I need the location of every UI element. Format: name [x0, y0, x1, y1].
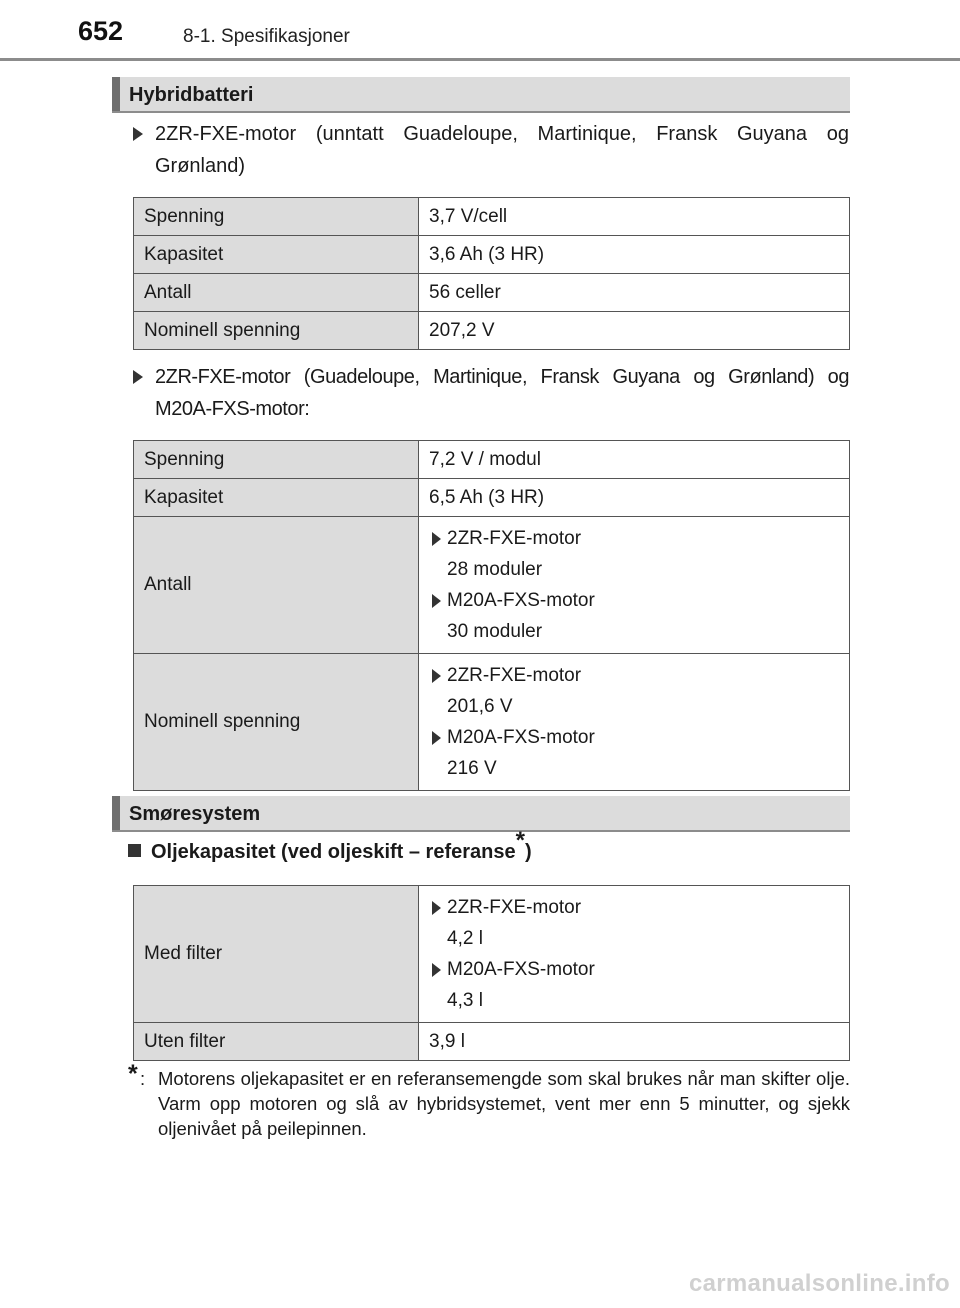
bullet-2zr-regions-and-m20a: [133, 361, 849, 425]
spec-label: Nominell spenning: [134, 312, 419, 350]
section-heading-hybrid-battery: [112, 77, 850, 113]
page-number: 652: [78, 16, 124, 46]
bullet-text: 2ZR-FXE-motor (Guadeloupe, Martinique, Fransk Guyana og Grønland) og M20A-FXS-motor:: [155, 366, 849, 420]
engine-name: 2ZR-FXE-motor: [447, 528, 582, 549]
spec-label: Kapasitet: [134, 236, 419, 274]
hybrid-battery-table-1: [133, 197, 850, 350]
spec-label: Nominell spenning: [134, 654, 419, 791]
spec-value: 3,7 V/cell: [419, 198, 850, 236]
engine-name: M20A-FXS-motor: [447, 590, 595, 611]
list-item: [429, 585, 839, 616]
spec-label: Spenning: [134, 198, 419, 236]
table-row: [134, 1023, 850, 1061]
triangle-bullet-icon: [432, 963, 441, 977]
spec-label: Uten filter: [134, 1023, 419, 1061]
spec-value: 56 celler: [419, 274, 850, 312]
engine-name: M20A-FXS-motor: [447, 959, 595, 980]
oil-capacity-heading-text: Oljekapasitet (ved oljeskift – referanse: [151, 841, 516, 863]
oil-capacity-heading-close: ): [524, 841, 532, 863]
footnote-reference-mark: *: [515, 827, 525, 855]
engine-name: M20A-FXS-motor: [447, 727, 595, 748]
spec-value: 3,9 l: [419, 1023, 850, 1061]
table-row: [134, 479, 850, 517]
spec-value: 3,6 Ah (3 HR): [419, 236, 850, 274]
list-item: [429, 722, 839, 753]
engine-name: 2ZR-FXE-motor: [447, 897, 582, 918]
triangle-bullet-icon: [133, 127, 143, 141]
header-divider: [0, 58, 960, 61]
spec-value: 6,5 Ah (3 HR): [419, 479, 850, 517]
engine-value: 4,3 l: [447, 990, 483, 1011]
spec-label: Antall: [134, 274, 419, 312]
engine-value: 30 moduler: [447, 621, 543, 642]
footnote-colon: :: [140, 1068, 146, 1089]
triangle-bullet-icon: [432, 669, 441, 683]
spec-label: Med filter: [134, 886, 419, 1023]
chapter-title: 8-1. Spesifikasjoner: [183, 26, 350, 47]
triangle-bullet-icon: [133, 370, 143, 384]
spec-value: 207,2 V: [419, 312, 850, 350]
section-accent: [112, 77, 120, 111]
triangle-bullet-icon: [432, 901, 441, 915]
oil-capacity-table: [133, 885, 850, 1061]
triangle-bullet-icon: [432, 532, 441, 546]
list-item: [429, 892, 839, 923]
square-bullet-icon: [128, 844, 141, 857]
engine-value: 201,6 V: [447, 696, 513, 717]
section-title: Hybridbatteri: [129, 84, 254, 106]
spec-label: Kapasitet: [134, 479, 419, 517]
watermark: carmanualsonline.info: [688, 1270, 950, 1297]
triangle-bullet-icon: [432, 594, 441, 608]
footnote-mark: *: [128, 1060, 138, 1088]
engine-value-list: [429, 886, 839, 1022]
table-row: [134, 236, 850, 274]
list-item: [429, 954, 839, 985]
section-title: Smøresystem: [129, 803, 261, 825]
bullet-2zr-excluding-regions: [133, 118, 849, 182]
table-row: [134, 198, 850, 236]
footnote: [128, 1060, 850, 1141]
list-item: [429, 660, 839, 691]
table-row: [134, 517, 850, 654]
section-accent: [112, 796, 120, 830]
table-row: [134, 312, 850, 350]
spec-value: [419, 517, 850, 654]
engine-value-list: [429, 654, 839, 790]
footnote-text: Motorens oljekapasitet er en referansemengde som skal brukes når man skifter olje. Varm opp motoren og slå av hybridsystemet, vent mer enn 5 minutter, og sjekk oljenivået på peilepinnen.: [158, 1068, 850, 1139]
engine-value: 4,2 l: [447, 928, 483, 949]
section-heading-lubrication: [112, 796, 850, 832]
oil-capacity-heading: [128, 827, 532, 864]
table-row: [134, 886, 850, 1023]
spec-value: [419, 654, 850, 791]
engine-value: 216 V: [447, 758, 497, 779]
table-row: [134, 654, 850, 791]
spec-label: Antall: [134, 517, 419, 654]
spec-label: Spenning: [134, 441, 419, 479]
engine-name: 2ZR-FXE-motor: [447, 665, 582, 686]
bullet-text: 2ZR-FXE-motor (unntatt Guadeloupe, Martinique, Fransk Guyana og Grønland): [155, 123, 849, 177]
table-row: [134, 274, 850, 312]
spec-value: [419, 886, 850, 1023]
hybrid-battery-table-2: [133, 440, 850, 791]
list-item: [429, 523, 839, 554]
spec-value: 7,2 V / modul: [419, 441, 850, 479]
triangle-bullet-icon: [432, 731, 441, 745]
table-row: [134, 441, 850, 479]
engine-value: 28 moduler: [447, 559, 543, 580]
page-header: [0, 0, 960, 62]
engine-value-list: [429, 517, 839, 653]
